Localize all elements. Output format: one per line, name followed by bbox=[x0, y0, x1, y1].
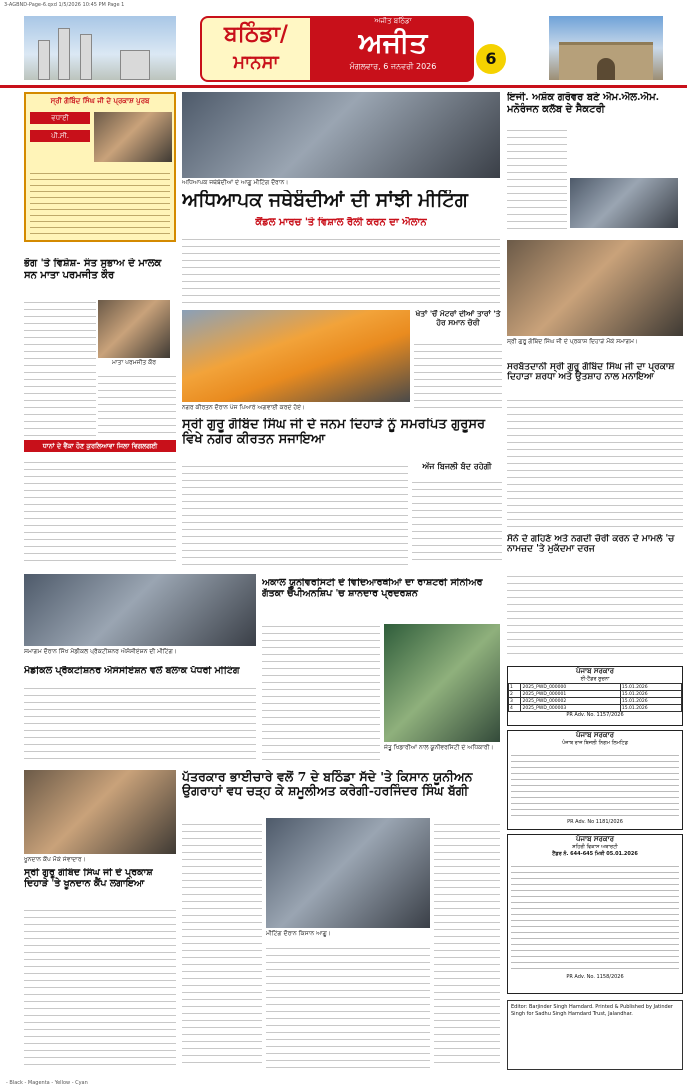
newspaper-logo bbox=[312, 16, 474, 82]
greeting-ad-title: ਸ੍ਰੀ ਗੋਬਿੰਦ ਸਿੰਘ ਜੀ ਦੇ ਪ੍ਰਕਾਸ਼ ਪੁਰਬ bbox=[50, 97, 150, 105]
mata-photo-label: ਮਾਤਾ ਪਰਮਜੀਤ ਕੌਰ bbox=[112, 359, 156, 366]
govt-tender-ad bbox=[507, 666, 683, 726]
medical-body bbox=[24, 682, 256, 764]
govt-urban-footer: PR Adv. No. 1158/2026 bbox=[566, 974, 624, 980]
govt-power-sub: ਪੰਜਾਬ ਰਾਜ ਬਿਜਲੀ ਨਿਗਮ ਲਿਮਟਿਡ bbox=[562, 740, 628, 746]
bhog-headline: ਭੋਗ 'ਤੇ ਵਿਸ਼ੇਸ਼- ਸੰਤ ਸੁਭਾਅ ਦੇ ਮਾਲਕ ਸਨ ਮਾਤਾ ਪਰਮਜੀਤ ਕੌਰ bbox=[24, 258, 162, 281]
govt-urban-sub: ਸ਼ਹਿਰੀ ਵਿਕਾਸ ਅਥਾਰਟੀ bbox=[572, 844, 618, 850]
farmers-body-2 bbox=[266, 942, 430, 1068]
golden-temple-photo bbox=[94, 112, 172, 162]
teachers-photo-caption: ਅਧਿਆਪਕ ਜਥੇਬੰਦੀਆਂ ਦੇ ਆਗੂ ਮੀਟਿੰਗ ਦੌਰਾਨ। bbox=[182, 179, 289, 186]
ashok-portrait bbox=[570, 178, 678, 228]
color-registration-strip: - Black - Magenta - Yellow - Cyan bbox=[6, 1080, 88, 1086]
govt-urban-line: ਟੈਂਡਰ ਨੰ. 644-645 ਮਿਤੀ 05.01.2026 bbox=[552, 851, 638, 857]
akal-photo bbox=[384, 624, 500, 742]
theft-body bbox=[414, 338, 502, 410]
power-cut-body bbox=[412, 476, 502, 566]
prakash-headline: ਸਰਬੱਤਦਾਨੀ ਸ੍ਰੀ ਗੁਰੂ ਗੋਬਿੰਦ ਸਿੰਘ ਜੀ ਦਾ ਪ੍ਰਕਾਸ਼ ਦਿਹਾੜਾ ਸ਼ਰਧਾ ਅਤੇ ਉਤਸ਼ਾਹ ਨਾਲ ਮਨਾਇਆ bbox=[507, 362, 675, 383]
akal-body bbox=[262, 620, 380, 760]
govt-tender-title: ਪੰਜਾਬ ਸਰਕਾਰ bbox=[575, 667, 614, 675]
gurdwara-photo-caption: ਸ੍ਰੀ ਗੁਰੂ ਗੋਬਿੰਦ ਸਿੰਘ ਜੀ ਦੇ ਪ੍ਰਕਾਸ਼ ਦਿਹਾੜੇ ਮੌਕੇ ਸਮਾਗਮ। bbox=[507, 338, 638, 345]
nagar-kirtan-body bbox=[182, 460, 408, 566]
bhog-body-right bbox=[98, 370, 176, 436]
prakash-body bbox=[507, 394, 683, 528]
teachers-headline: ਅਧਿਆਪਕ ਜਥੇਬੰਦੀਆਂ ਦੀ ਸਾਂਝੀ ਮੀਟਿੰਗ bbox=[182, 190, 468, 211]
tender-table bbox=[508, 683, 682, 712]
medical-headline: ਮੈਡੀਕਲ ਪ੍ਰੈਕਟੀਸ਼ਨਰ ਐਸੋਸੀਏਸ਼ਨ ਵਲੋਂ ਬਲਾਕ ਪੱਧਰੀ ਮੀਟਿੰਗ bbox=[24, 666, 240, 676]
farmers-photo-caption: ਮੀਟਿੰਗ ਦੌਰਾਨ ਕਿਸਾਨ ਆਗੂ। bbox=[266, 930, 331, 937]
teachers-subhead: ਕੈਂਡਲ ਮਾਰਚ 'ਤੇ ਵਿਸ਼ਾਲ ਰੈਲੀ ਕਰਨ ਦਾ ਐਲਾਨ bbox=[255, 217, 427, 228]
govt-tender-footer: PR Adv. No. 1157/2026 bbox=[566, 712, 624, 718]
gold-theft-body bbox=[507, 570, 683, 660]
farmers-body-1 bbox=[182, 818, 262, 1068]
govt-urban-ad bbox=[507, 834, 683, 994]
logo-name: ਅਜੀਤ bbox=[358, 26, 428, 59]
govt-power-footer: PR Adv. No 1181/2026 bbox=[567, 819, 623, 825]
akal-photo-caption: ਜੇਤੂ ਖਿਡਾਰੀਆਂ ਨਾਲ ਯੂਨੀਵਰਸਿਟੀ ਦੇ ਅਧਿਕਾਰੀ। bbox=[384, 744, 494, 751]
bhog-body-left bbox=[24, 296, 96, 436]
medical-photo-caption: ਸਮਾਗਮ ਦੌਰਾਨ ਸਿੱਖ ਮੈਡੀਕਲ ਪ੍ਰੈਕਟੀਸ਼ਨਰ ਐਸੋਸੀਏਸ਼ਨ ਦੀ ਮੀਟਿੰਗ। bbox=[24, 648, 177, 655]
table-row: 1 2025_PWD_000000 15.01.2026 bbox=[509, 684, 682, 691]
greeting-ad bbox=[24, 92, 176, 242]
edition-city-1: ਬਠਿੰਡਾ/ bbox=[224, 21, 288, 47]
imprint-box: Editor: Barjinder Singh Hamdard. Printed & Published by Jatinder Singh for Sadhu Singh Hamdard Trust, Jalandhar. bbox=[507, 1000, 683, 1070]
logo-city: ਅਜੀਤ ਬਠਿੰਡਾ bbox=[374, 17, 412, 25]
govt-power-ad bbox=[507, 730, 683, 830]
blood-camp-headline: ਸ੍ਰੀ ਗੁਰੂ ਗੋਬਿੰਦ ਸਿੰਘ ਜੀ ਦੇ ਪ੍ਰਕਾਸ਼ ਦਿਹਾੜੇ 'ਤੇ ਖੂਨਦਾਨ ਕੈਂਪ ਲਗਾਇਆ bbox=[24, 868, 153, 889]
banner-body bbox=[24, 456, 176, 566]
blood-camp-photo bbox=[24, 770, 176, 854]
red-banner: ਧਾਨਾਂ ਦੇ ਵੈਂਕਾ ਹੋਣ ਕੁਰਲਿਆਵਾ ਜਿਲਾ ਵਿਗਲਗਈ bbox=[24, 440, 176, 452]
gold-theft-headline: ਸੋਨੇ ਦੇ ਗਹਿਣੇ ਅਤੇ ਨਗਦੀ ਚੋਰੀ ਕਰਨ ਦੇ ਮਾਮਲੇ 'ਚ ਨਾਮਜ਼ਦ 'ਤੇ ਮੁਕੱਦਮਾ ਦਰਜ bbox=[507, 534, 675, 555]
nagar-kirtan-headline: ਸ੍ਰੀ ਗੁਰੂ ਗੋਬਿੰਦ ਸਿੰਘ ਜੀ ਦੇ ਜਨਮ ਦਿਹਾੜੇ ਨੂੰ ਸਮਰਪਿਤ ਗੁਰੂਸਰ ਵਿਖੇ ਨਗਰ ਕੀਰਤਨ ਸਜਾਇਆ bbox=[182, 418, 486, 447]
teachers-body bbox=[182, 233, 500, 305]
teachers-meeting-photo bbox=[182, 92, 500, 178]
ashok-headline: ਇਜੀ. ਅਸ਼ੋਕ ਗਰੋਵਰ ਬਣੇ ਐਮ.ਐਲ.ਐਮ. ਮਨੋਰੰਜਨ ਕਲੱਬ ਦੇ ਸੈਕਟਰੀ bbox=[507, 92, 660, 115]
farmers-photo bbox=[266, 818, 430, 928]
page-number: 6 bbox=[476, 44, 506, 74]
blood-camp-caption: ਖੂਨਦਾਨ ਕੈਂਪ ਮੌਕੇ ਸੇਵਾਦਾਰ। bbox=[24, 856, 86, 863]
table-row: 3 2025_PWD_000002 15.01.2026 bbox=[509, 698, 682, 705]
nagar-kirtan-caption: ਨਗਰ ਕੀਰਤਨ ਦੌਰਾਨ ਪੰਜ ਪਿਆਰੇ ਅਗਵਾਈ ਕਰਦੇ ਹੋਏ। bbox=[182, 404, 306, 411]
akal-headline: ਅਕਾਲ ਯੂਨੀਵਰਸਿਟੀ ਦੇ ਵਿਦਿਆਰਥੀਆਂ ਦਾ ਰਾਸ਼ਟਰੀ ਸੀਨੀਅਰ ਗੱਤਕਾ ਚੈਂਪੀਅਨਸ਼ਿਪ 'ਚ ਸ਼ਾਨਦਾਰ ਪ੍ਰਦਰਸ਼ਨ bbox=[262, 578, 483, 599]
medical-meeting-photo bbox=[24, 574, 256, 646]
table-row: 2 2025_PWD_000001 15.01.2026 bbox=[509, 691, 682, 698]
greeting-ad-label: ਵਧਾਈ bbox=[30, 112, 90, 124]
gurdwara-event-photo bbox=[507, 240, 683, 336]
govt-urban-title: ਪੰਜਾਬ ਸਰਕਾਰ bbox=[575, 835, 614, 843]
ashok-body bbox=[507, 124, 567, 234]
fort-illustration bbox=[549, 16, 663, 80]
greeting-ad-label2: ਪੀ.ਸੀ. bbox=[30, 130, 90, 142]
farmers-body-3 bbox=[434, 818, 500, 1068]
theft-headline: ਖੇਤਾਂ 'ਚੋਂ ਮੋਟਰਾਂ ਦੀਆਂ ਤਾਰਾਂ 'ਤੇ ਹੋਰ ਸਮਾਨ ਚੋਰੀ bbox=[415, 310, 501, 327]
power-cut-headline: ਅੱਜ ਬਿਜਲੀ ਬੰਦ ਰਹੇਗੀ bbox=[422, 462, 492, 471]
edition-label bbox=[200, 16, 312, 82]
blood-camp-body bbox=[24, 904, 176, 1068]
farmers-headline: ਪੱਤਰਕਾਰ ਭਾਈਚਾਰੇ ਵਲੋਂ 7 ਦੇ ਬਠਿੰਡਾ ਸੱਦੇ 'ਤੇ ਕਿਸਾਨ ਯੂਨੀਅਨ ਉਗਰਾਹਾਂ ਵਧ ਚੜ੍ਹ ਕੇ ਸ਼ਮੂਲੀਅਤ ਕਰੇਗੀ-ਹਰਜਿੰਦਰ ਸਿੰਘ ਬੱਗੀ bbox=[182, 770, 473, 799]
edition-city-2: ਮਾਨਸਾ bbox=[233, 52, 279, 73]
factory-illustration bbox=[24, 16, 176, 80]
print-slug: 3-AGBND-Page-6.qxd 1/5/2026 10:45 PM Page 1 bbox=[4, 2, 125, 8]
govt-power-title: ਪੰਜਾਬ ਸਰਕਾਰ bbox=[575, 731, 614, 739]
nagar-kirtan-photo bbox=[182, 310, 410, 402]
issue-date: ਮੰਗਲਵਾਰ, 6 ਜਨਵਰੀ 2026 bbox=[349, 62, 437, 71]
mata-paramjit-photo bbox=[98, 300, 170, 358]
govt-tender-line: ਈ-ਟੈਂਡਰ ਸੂਚਨਾ bbox=[580, 676, 610, 682]
table-row: 4 2025_PWD_000003 15.01.2026 bbox=[509, 705, 682, 712]
